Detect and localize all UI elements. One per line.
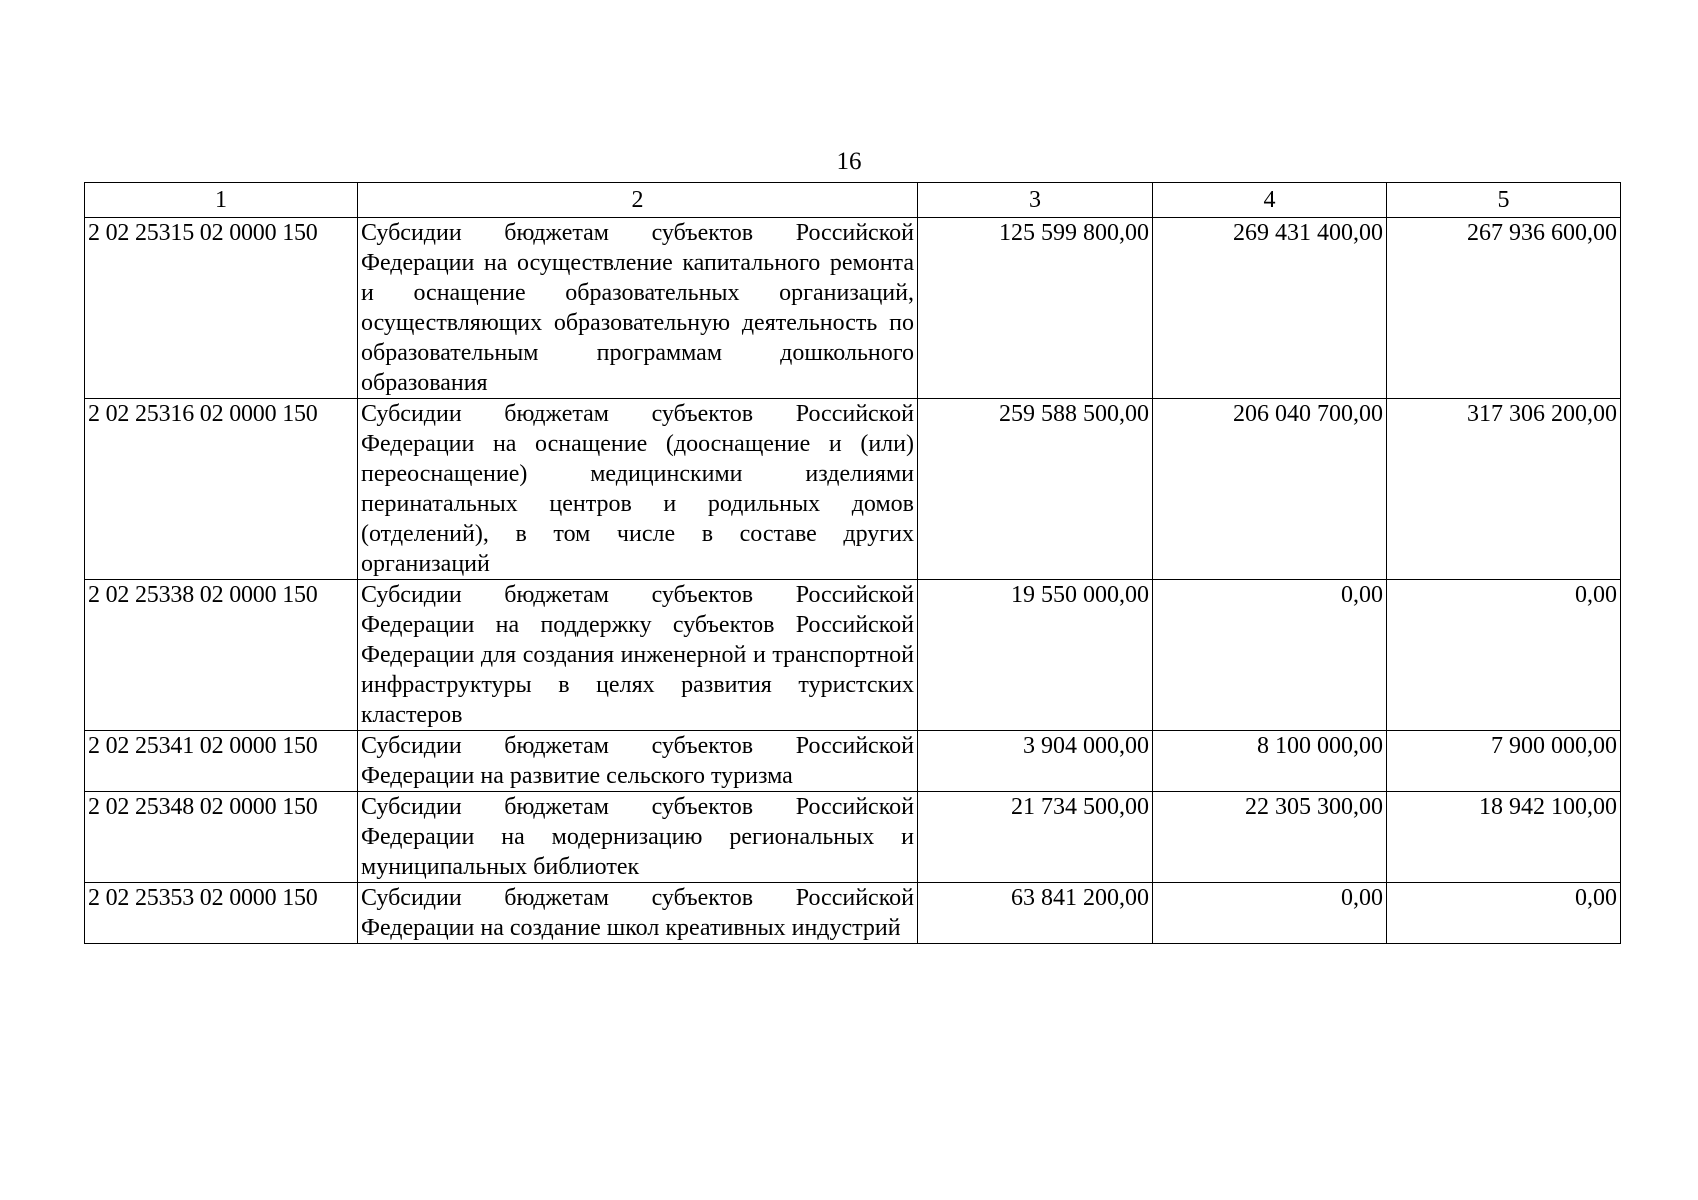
table-row (85, 731, 1621, 792)
income-code: 2 02 25338 02 0000 150 (85, 580, 358, 731)
header-row (85, 183, 1621, 218)
budget-table (84, 182, 1621, 944)
header-col-2: 2 (358, 183, 918, 218)
table-row (85, 883, 1621, 944)
table-header (85, 183, 1621, 218)
amount-col-3: 63 841 200,00 (918, 883, 1153, 944)
income-code: 2 02 25316 02 0000 150 (85, 399, 358, 580)
table-row (85, 792, 1621, 883)
income-description: Субсидии бюджетам субъектов Российской Федерации на поддержку субъектов Российской Федерации для создания инженерной и транспортной инфраструктуры в целях развития туристских кластеров (358, 580, 918, 731)
header-col-5: 5 (1387, 183, 1621, 218)
amount-col-5: 7 900 000,00 (1387, 731, 1621, 792)
amount-col-4: 22 305 300,00 (1153, 792, 1387, 883)
amount-col-3: 3 904 000,00 (918, 731, 1153, 792)
table-row (85, 580, 1621, 731)
income-description: Субсидии бюджетам субъектов Российской Федерации на осуществление капитального ремонта и оснащение образовательных организаций, осуществляющих образовательную деятельность по образовательным программам дошкольного образования (358, 218, 918, 399)
income-description: Субсидии бюджетам субъектов Российской Федерации на оснащение (дооснащение и (или) переоснащение) медицинскими изделиями перинатальных центров и родильных домов (отделений), в том числе в составе других организаций (358, 399, 918, 580)
table-row (85, 218, 1621, 399)
header-col-1: 1 (85, 183, 358, 218)
table-row (85, 399, 1621, 580)
amount-col-5: 18 942 100,00 (1387, 792, 1621, 883)
income-code: 2 02 25341 02 0000 150 (85, 731, 358, 792)
page-number: 16 (836, 148, 862, 175)
amount-col-5: 267 936 600,00 (1387, 218, 1621, 399)
amount-col-3: 259 588 500,00 (918, 399, 1153, 580)
amount-col-3: 19 550 000,00 (918, 580, 1153, 731)
amount-col-5: 317 306 200,00 (1387, 399, 1621, 580)
income-code: 2 02 25353 02 0000 150 (85, 883, 358, 944)
income-description: Субсидии бюджетам субъектов Российской Федерации на модернизацию региональных и муниципальных библиотек (358, 792, 918, 883)
amount-col-5: 0,00 (1387, 883, 1621, 944)
header-col-4: 4 (1153, 183, 1387, 218)
amount-col-4: 0,00 (1153, 883, 1387, 944)
income-description: Субсидии бюджетам субъектов Российской Федерации на развитие сельского туризма (358, 731, 918, 792)
amount-col-5: 0,00 (1387, 580, 1621, 731)
amount-col-3: 21 734 500,00 (918, 792, 1153, 883)
amount-col-4: 206 040 700,00 (1153, 399, 1387, 580)
income-description: Субсидии бюджетам субъектов Российской Федерации на создание школ креативных индустрий (358, 883, 918, 944)
amount-col-4: 0,00 (1153, 580, 1387, 731)
amount-col-4: 8 100 000,00 (1153, 731, 1387, 792)
income-code: 2 02 25315 02 0000 150 (85, 218, 358, 399)
amount-col-3: 125 599 800,00 (918, 218, 1153, 399)
income-code: 2 02 25348 02 0000 150 (85, 792, 358, 883)
amount-col-4: 269 431 400,00 (1153, 218, 1387, 399)
table-body (85, 218, 1621, 944)
header-col-3: 3 (918, 183, 1153, 218)
